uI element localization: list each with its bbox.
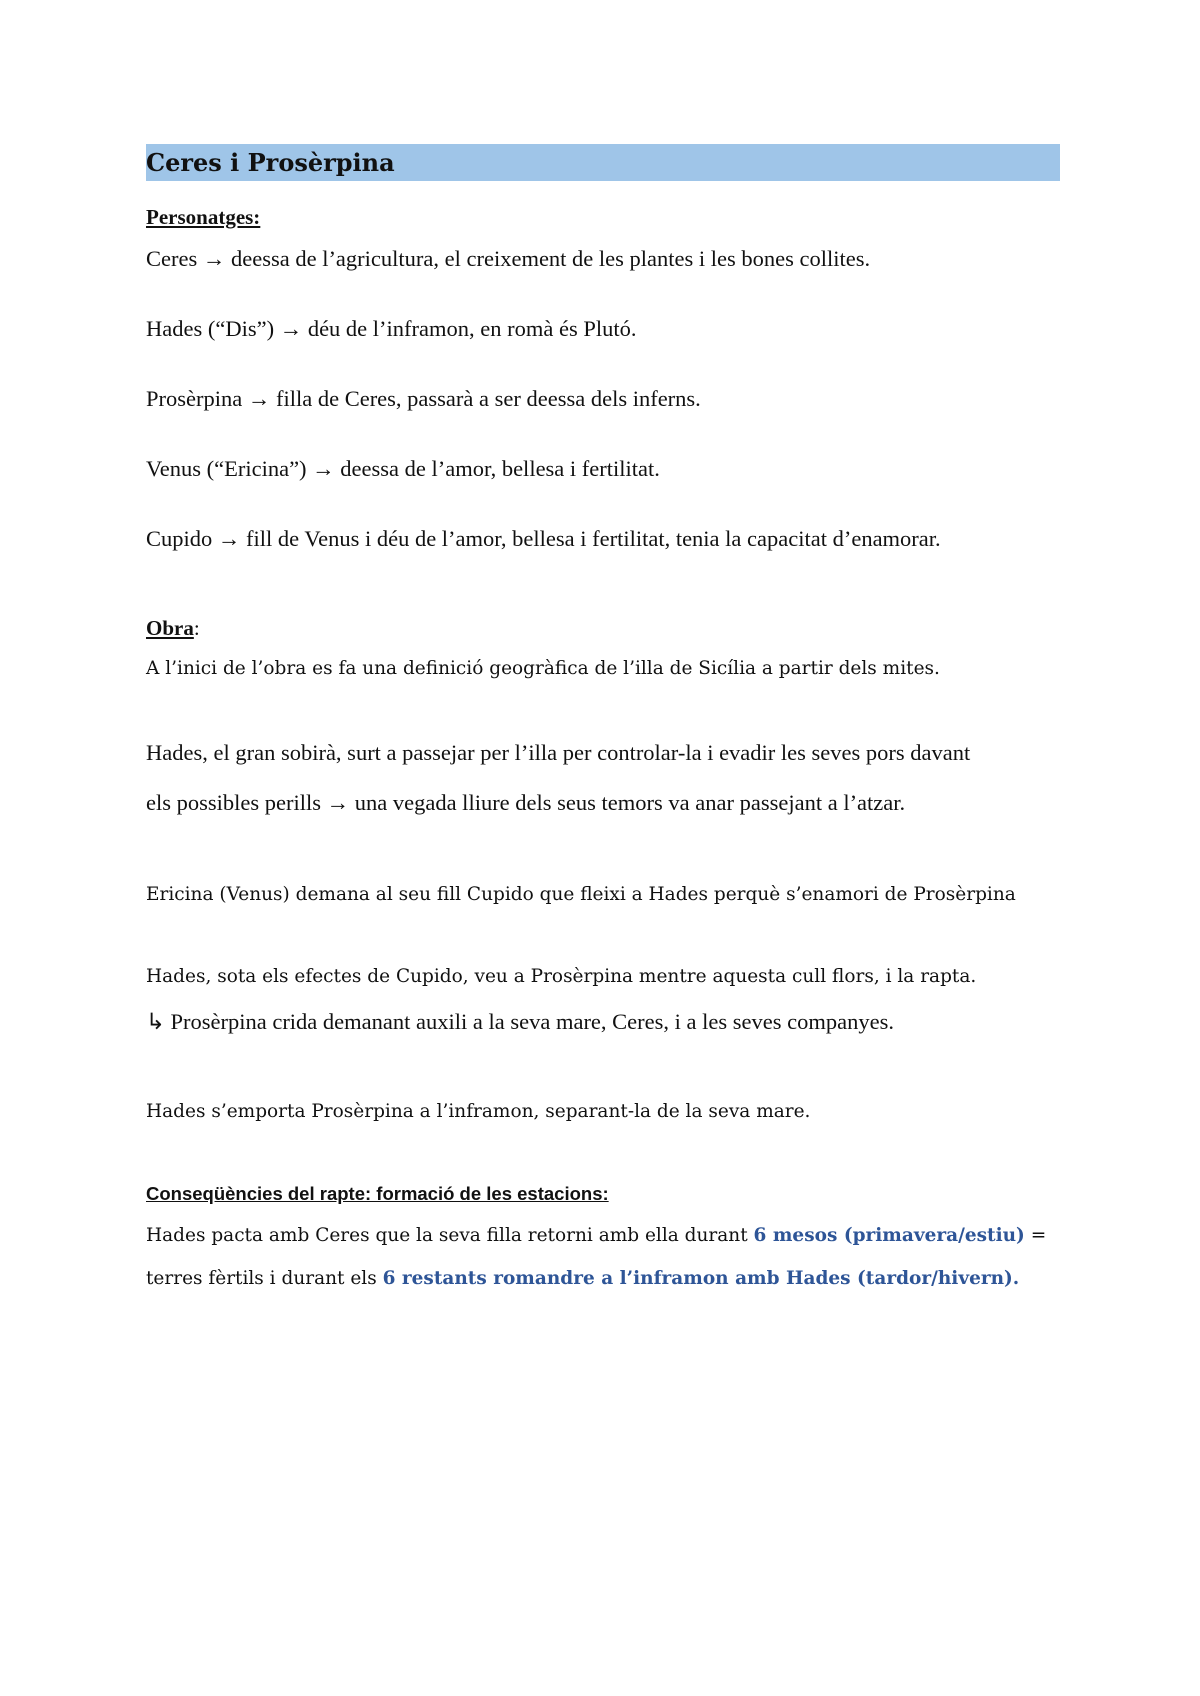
character-proserpina: Prosèrpina → filla de Ceres, passarà a ser deessa dels inferns. <box>146 386 701 411</box>
obra-paragraph-6: Hades s’emporta Prosèrpina a l’inframon, separant-la de la seva mare. <box>146 1101 811 1122</box>
obra-heading-colon: : <box>193 616 200 640</box>
character-hades: Hades (“Dis”) → déu de l’inframon, en romà és Plutó. <box>146 316 637 341</box>
consequencies-line-1-highlight: 6 mesos (primavera/estiu) <box>753 1225 1025 1246</box>
character-cupido: Cupido → fill de Venus i déu de l’amor, bellesa i fertilitat, tenia la capacitat d’enamorar. <box>146 526 941 551</box>
character-ceres: Ceres → deessa de l’agricultura, el creixement de les plantes i les bones collites. <box>146 246 871 271</box>
obra-heading <box>146 614 200 642</box>
character-venus: Venus (“Ericina”) → deessa de l’amor, bellesa i fertilitat. <box>146 456 660 481</box>
obra-paragraph-5: ↳ Prosèrpina crida demanant auxili a la seva mare, Ceres, i a les seves companyes. <box>146 1009 894 1034</box>
consequencies-line-2-text-a: terres fèrtils i durant els <box>146 1268 383 1289</box>
obra-paragraph-3: Ericina (Venus) demana al seu fill Cupido que fleixi a Hades perquè s’enamori de Prosèrpina <box>146 884 1016 905</box>
consequencies-line-1-text-b: = <box>1024 1225 1047 1246</box>
personatges-heading: Personatges: <box>146 205 261 229</box>
obra-paragraph-2-line-2: els possibles perills → una vegada lliure dels seus temors va anar passejant a l’atzar. <box>146 790 906 815</box>
consequencies-heading: Conseqüències del rapte: formació de les estacions: <box>146 1183 609 1204</box>
consequencies-line-2-highlight: 6 restants romandre a l’inframon amb Hades (tardor/hivern). <box>382 1268 1020 1289</box>
consequencies-line-1-text-a: Hades pacta amb Ceres que la seva filla retorni amb ella durant <box>146 1225 754 1246</box>
consequencies-line-1 <box>146 1222 1046 1250</box>
document-title: Ceres i Prosèrpina <box>146 148 395 177</box>
consequencies-line-2 <box>146 1265 1019 1293</box>
obra-paragraph-1: A l’inici de l’obra es fa una definició geogràfica de l’illa de Sicília a partir dels mites. <box>146 658 940 679</box>
obra-heading-label: Obra <box>146 616 194 640</box>
obra-paragraph-4: Hades, sota els efectes de Cupido, veu a Prosèrpina mentre aquesta cull flors, i la rapta. <box>146 966 977 987</box>
obra-paragraph-2-line-1: Hades, el gran sobirà, surt a passejar per l’illa per controlar-la i evadir les seves pors davant <box>146 740 971 765</box>
